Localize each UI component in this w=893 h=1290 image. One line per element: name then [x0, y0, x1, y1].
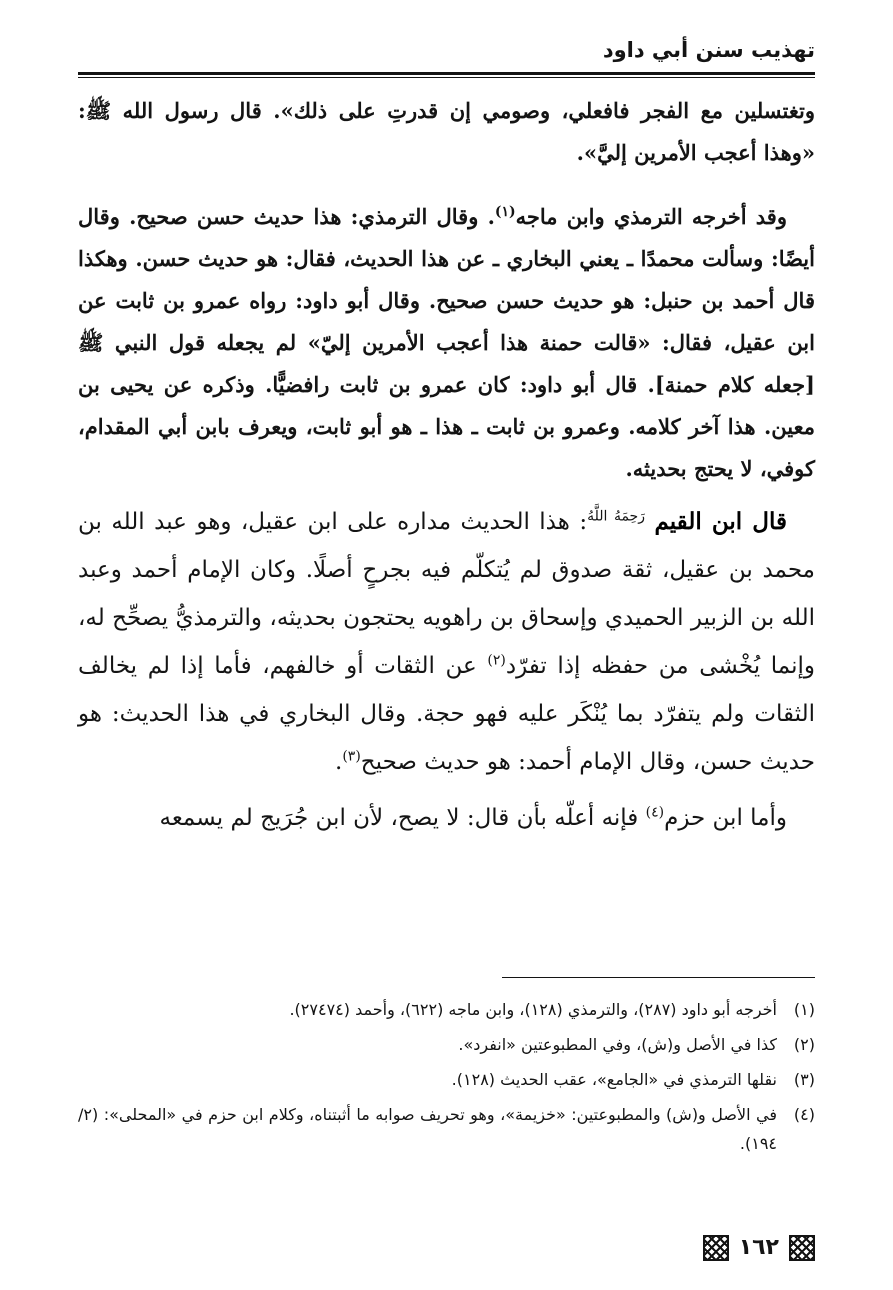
main-text — [78, 90, 815, 842]
paragraph-text: عن الثقات أو خالفهم، فأما إذا لم يخالف الثقات ولم يتفرّد بما يُنْكَر عليه فهو حجة. وقال البخاري في هذا الحديث: هو حديث حسن، وقال الإمام أحمد: هو حديث صحيح — [78, 653, 815, 775]
footnote-number: (٣) — [793, 1070, 815, 1089]
footnote-separator — [502, 977, 815, 978]
page-footer — [703, 1235, 815, 1261]
footnote-item — [78, 1065, 815, 1094]
paragraph-hadith-end: وتغتسلين مع الفجر فافعلي، وصومي إن قدرتِ على ذلك». قال رسول الله ﷺ: «وهذا أعجب الأمرين إليَّ». — [78, 98, 815, 165]
footnote-ref-4: (٤) — [645, 804, 665, 821]
footnote-number: (١) — [793, 1000, 815, 1019]
footnote-number: (٤) — [793, 1105, 815, 1124]
paragraph-text: . وقال الترمذي: هذا حديث حسن صحيح. وقال أيضًا: وسألت محمدًا ـ يعني البخاري ـ عن هذا الحديث، فقال: هو حديث حسن. وهكذا قال أحمد بن حنبل: هو حديث حسن صحيح. وقال أبو داود: رواه عمرو بن ثابت عن ابن عقيل، فقال: «قالت حمنة هذا أعجب الأمرين إليّ» لم يجعله قول النبي ﷺ [جعله كلام حمنة]. قال أبو داود: كان عمرو بن ثابت رافضيًّا. وذكره عن يحيى بن معين. هذا آخر كلامه. وعمرو بن ثابت ـ هذا ـ هو أبو ثابت، ويعرف بابن أبي المقدام، كوفي، لا يحتج بحديثه. — [78, 204, 815, 481]
footnote-ref-1: (١) — [494, 204, 516, 220]
paragraph-text: فإنه أعلّه بأن قال: لا يصح، لأن ابن جُرَيج لم يسمعه — [159, 805, 646, 831]
footnote-ref-2: (٢) — [487, 652, 506, 669]
footnote-ref-3: (٣) — [342, 748, 361, 765]
paragraph-text: وأما ابن حزم — [664, 805, 787, 831]
footnote-text: كذا في الأصل و(ش)، وفي المطبوعتين «انفرد». — [458, 1035, 777, 1054]
footnote-item — [78, 995, 815, 1024]
honorific-formula: رَحِمَهُ اللَّهُ — [587, 508, 645, 525]
header-rule-thin — [78, 77, 815, 78]
paragraph-text: وقد أخرجه الترمذي وابن ماجه — [515, 204, 787, 229]
paragraph-takhrij — [78, 196, 815, 490]
footnote-item — [78, 1100, 815, 1158]
arabesque-ornament-icon — [789, 1235, 815, 1261]
footnote-text: نقلها الترمذي في «الجامع»، عقب الحديث (١٢٨). — [451, 1070, 777, 1089]
header-rule-thick — [78, 72, 815, 75]
paragraph-ibn-qayyim — [78, 498, 815, 786]
lead-in-ibn-qayyim: قال ابن القيم — [654, 508, 788, 535]
running-header-title: تهذيب سنن أبي داود — [602, 38, 815, 62]
paragraph-text: . — [335, 749, 343, 775]
footnote-number: (٢) — [793, 1035, 815, 1054]
paragraph-ibn-hazm — [78, 794, 815, 842]
page-number: ١٦٢ — [738, 1235, 779, 1260]
arabesque-ornament-icon — [703, 1235, 729, 1261]
footnote-text: أخرجه أبو داود (٢٨٧)، والترمذي (١٢٨)، وابن ماجه (٦٢٢)، وأحمد (٢٧٤٧٤). — [289, 1000, 777, 1019]
footnotes — [78, 995, 815, 1164]
footnote-item — [78, 1030, 815, 1059]
paragraph-text: : هذا الحديث مداره على ابن عقيل، وهو عبد الله بن محمد بن عقيل، ثقة صدوق لم يُتكلّم فيه بجرحٍ أصلًا. وكان الإمام أحمد وعبد الله بن الزبير الحميدي وإسحاق بن راهويه يحتجون بحديثه، والترمذيُّ يصحِّح له، وإنما يُخْشى من حفظه إذا تفرّد — [78, 509, 815, 679]
footnote-text: في الأصل و(ش) والمطبوعتين: «خزيمة»، وهو تحريف صوابه ما أثبتناه، وكلام ابن حزم في «المحلى»: (٢/ ١٩٤). — [78, 1105, 777, 1153]
